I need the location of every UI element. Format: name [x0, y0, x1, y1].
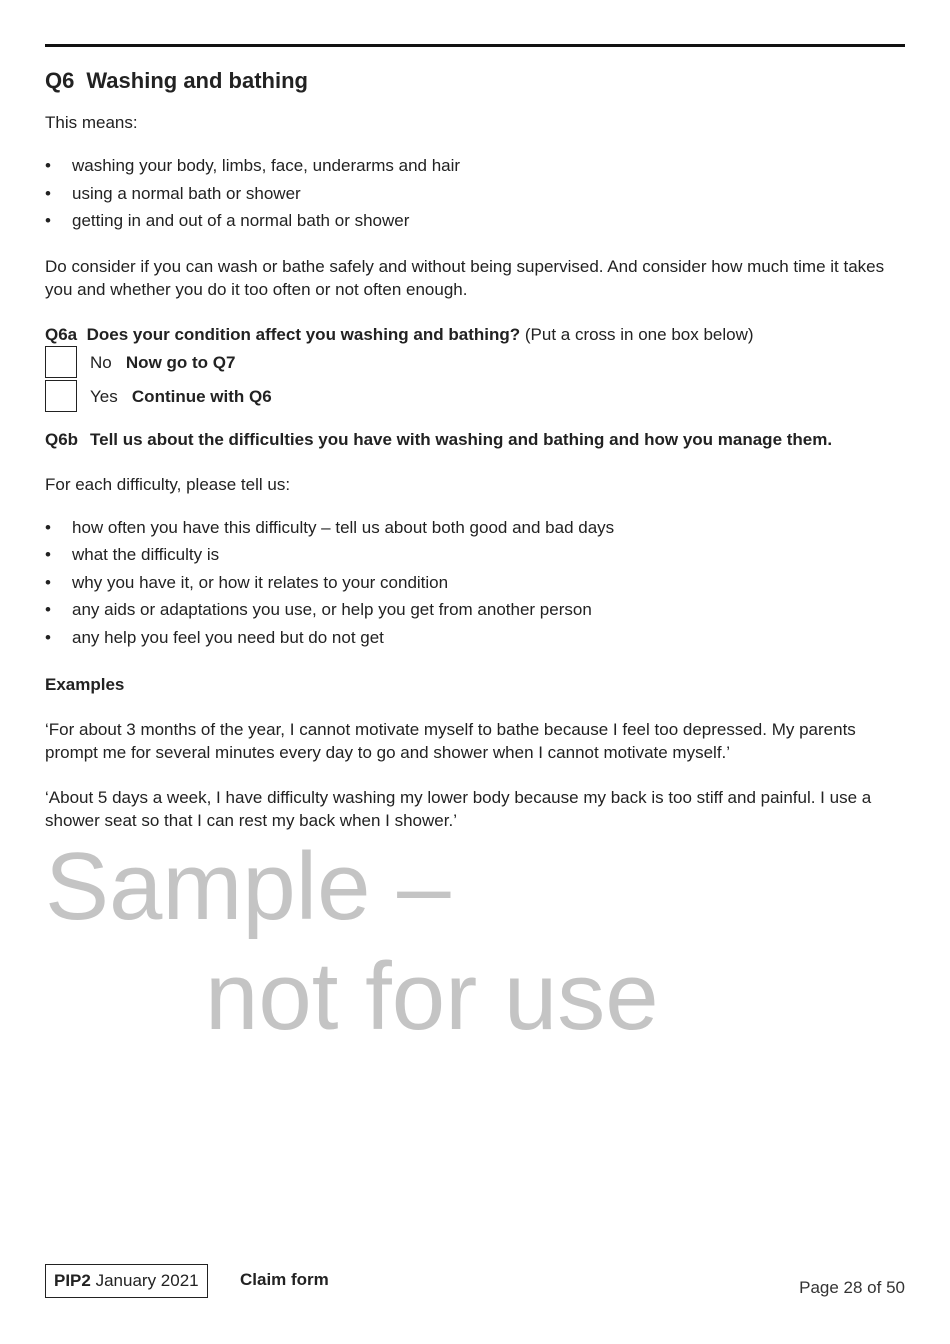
- consider-text: Do consider if you can wash or bathe safely and without being supervised. And consider how much time it takes you and whether you do it too often or not often enough.: [45, 256, 885, 299]
- form-code: PIP2: [54, 1271, 91, 1290]
- q6a-note: (Put a cross in one box below): [524, 324, 754, 344]
- yes-label: Yes: [90, 386, 118, 406]
- no-checkbox[interactable]: [45, 346, 77, 378]
- question-heading: [45, 66, 905, 96]
- form-title: Claim form: [240, 1270, 329, 1289]
- q6b-text: Tell us about the difficulties you have with washing and bathing and how you manage them.: [90, 429, 833, 449]
- question-title: Washing and bathing: [86, 68, 308, 93]
- watermark-not-for-use: not for use: [205, 943, 659, 1050]
- intro-text: This means:: [45, 113, 138, 132]
- q6b-label: Q6b: [45, 429, 79, 449]
- list-item: • getting in and out of a normal bath or shower: [45, 207, 905, 235]
- example-1: ‘For about 3 months of the year, I cannot motivate myself to bathe because I feel too depressed. My parents prompt me for several minutes every day to go and shower when I cannot motivate myself.’: [45, 720, 856, 762]
- yes-checkbox[interactable]: [45, 380, 77, 412]
- means-list: [45, 152, 905, 235]
- q6a-text: Does your condition affect you washing and bathing?: [86, 324, 521, 344]
- no-option: [45, 346, 905, 380]
- q6a-question: [45, 323, 905, 346]
- question-number: Q6: [45, 68, 75, 93]
- list-item: • what the difficulty is: [45, 541, 905, 569]
- list-item: • washing your body, limbs, face, underarms and hair: [45, 152, 905, 180]
- each-list: [45, 514, 905, 652]
- no-label: No: [90, 352, 112, 372]
- no-instruction: Now go to Q7: [125, 352, 236, 372]
- list-item: • why you have it, or how it relates to your condition: [45, 569, 905, 597]
- q6a-label: Q6a: [45, 324, 78, 344]
- example-2: ‘About 5 days a week, I have difficulty washing my lower body because my back is too stiff and painful. I use a shower seat so that I can rest my back when I shower.’: [45, 788, 872, 830]
- list-item: • any aids or adaptations you use, or help you get from another person: [45, 596, 905, 624]
- list-item: • how often you have this difficulty – tell us about both good and bad days: [45, 514, 905, 542]
- examples-heading: Examples: [45, 675, 125, 694]
- each-intro: For each difficulty, please tell us:: [45, 474, 291, 494]
- form-code-box: [45, 1264, 208, 1298]
- yes-instruction: Continue with Q6: [131, 386, 272, 406]
- form-date: January 2021: [95, 1271, 199, 1290]
- watermark-sample: Sample –: [45, 833, 451, 940]
- yes-option: [45, 380, 905, 414]
- content: [45, 66, 905, 1052]
- watermark: [45, 832, 905, 1052]
- list-item: • any help you feel you need but do not get: [45, 624, 905, 652]
- page-number: Page 28 of 50: [799, 1278, 905, 1297]
- top-rule: [45, 44, 905, 47]
- list-item: • using a normal bath or shower: [45, 180, 905, 208]
- q6b-question: [45, 428, 905, 451]
